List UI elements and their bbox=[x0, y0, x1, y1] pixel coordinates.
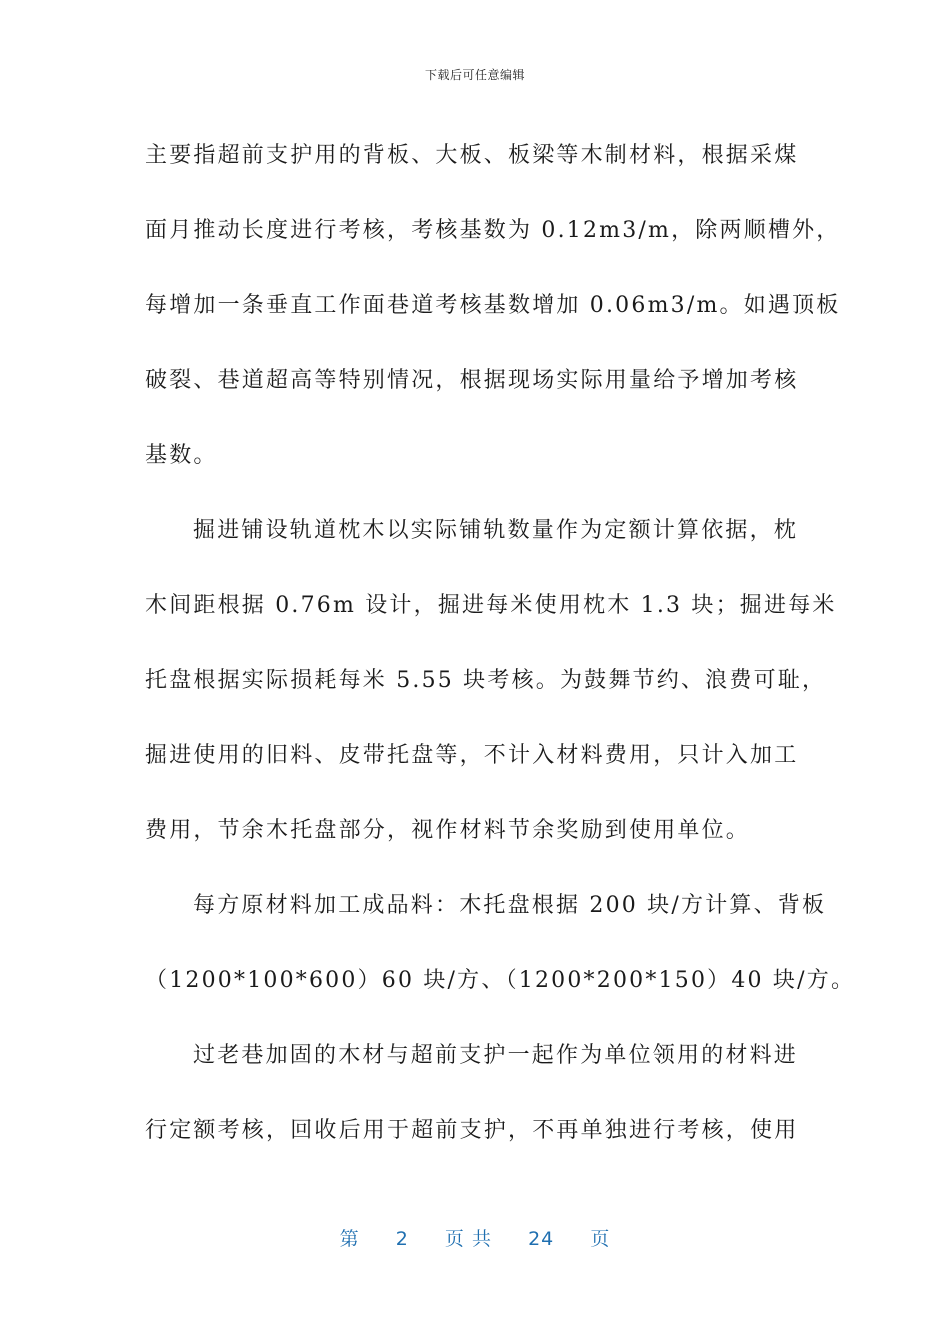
text-line: 托盘根据实际损耗每米 5.55 块考核。为鼓舞节约、浪费可耻， bbox=[145, 668, 827, 693]
document-body bbox=[145, 118, 856, 1168]
text-line: 基数。 bbox=[145, 443, 218, 468]
text-line: 面月推动长度进行考核，考核基数为 0.12m3/m，除两顺槽外， bbox=[145, 218, 841, 243]
text-line: 掘进铺设轨道枕木以实际铺轨数量作为定额计算依据，枕 bbox=[193, 518, 799, 543]
text-line: 主要指超前支护用的背板、大板、板梁等木制材料，根据采煤 bbox=[145, 143, 799, 168]
footer-middle: 页 共 bbox=[444, 1228, 492, 1250]
text-line: 行定额考核，回收后用于超前支护，不再单独进行考核，使用 bbox=[145, 1118, 799, 1143]
text-line: （1200*100*600）60 块/方、（1200*200*150）40 块/方。 bbox=[145, 968, 856, 993]
paragraph bbox=[145, 1018, 805, 1168]
total-page-count: 24 bbox=[528, 1228, 555, 1250]
paragraph bbox=[145, 493, 837, 868]
text-line: 掘进使用的旧料、皮带托盘等，不计入材料费用，只计入加工 bbox=[145, 743, 799, 768]
text-line: 每方原材料加工成品料：木托盘根据 200 块/方计算、背板 bbox=[193, 893, 827, 918]
paragraph bbox=[145, 118, 841, 493]
current-page-number: 2 bbox=[395, 1228, 409, 1250]
page-number-footer bbox=[0, 1224, 950, 1251]
text-line: 费用，节余木托盘部分，视作材料节余奖励到使用单位。 bbox=[145, 818, 751, 843]
text-line: 每增加一条垂直工作面巷道考核基数增加 0.06m3/m。如遇顶板 bbox=[145, 293, 841, 318]
footer-suffix: 页 bbox=[590, 1228, 611, 1250]
paragraph bbox=[145, 868, 856, 1018]
text-line: 木间距根据 0.76m 设计，掘进每米使用枕木 1.3 块；掘进每米 bbox=[145, 593, 837, 618]
page-header-note: 下载后可任意编辑 bbox=[424, 68, 525, 82]
text-line: 破裂、巷道超高等特别情况，根据现场实际用量给予增加考核 bbox=[145, 368, 799, 393]
footer-prefix: 第 bbox=[339, 1228, 360, 1250]
text-line: 过老巷加固的木材与超前支护一起作为单位领用的材料进 bbox=[193, 1043, 799, 1068]
